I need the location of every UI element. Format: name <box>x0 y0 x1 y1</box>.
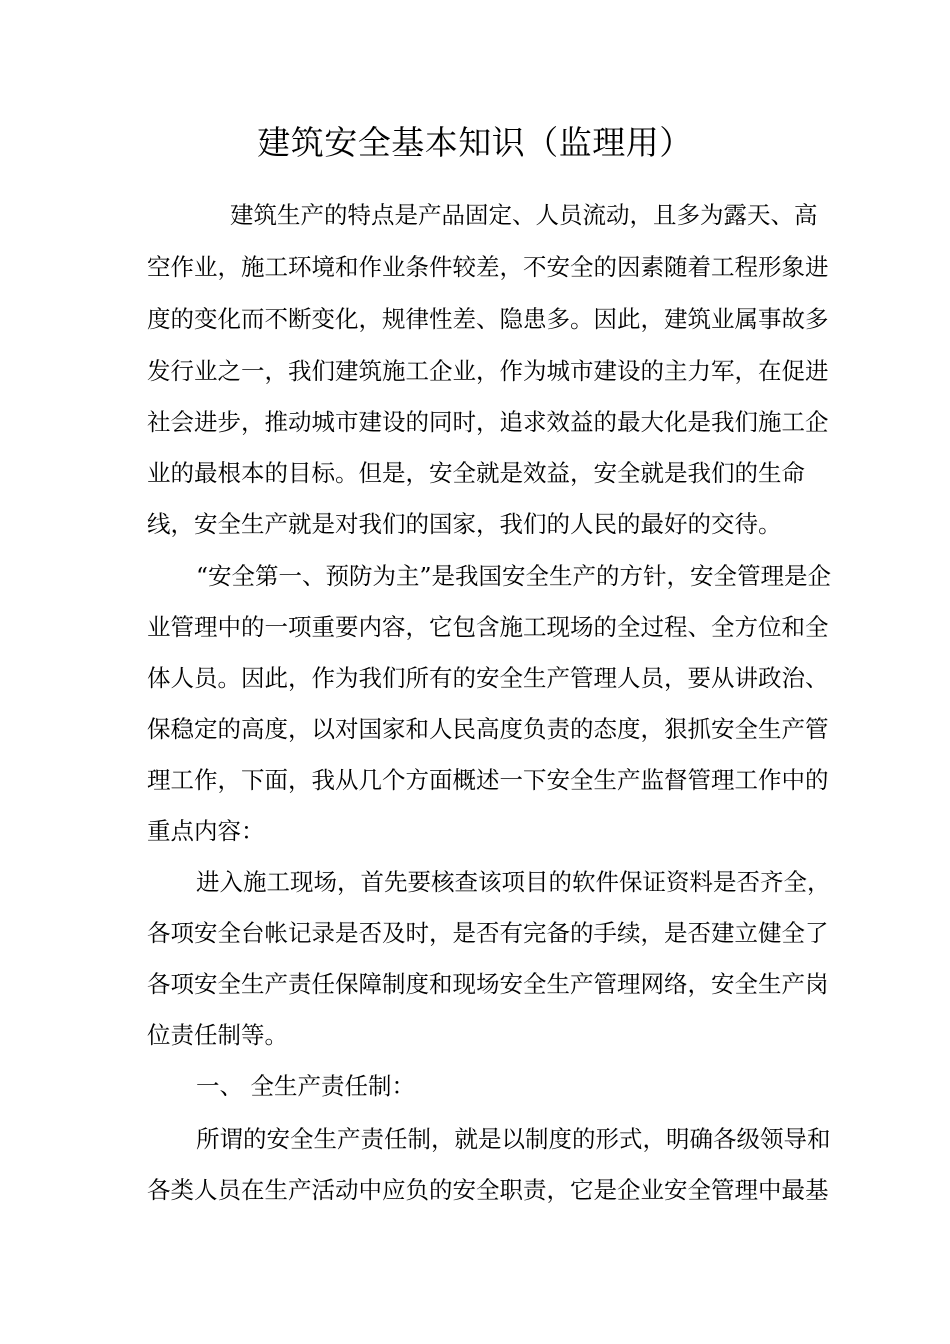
paragraph-line: 各类人员在生产活动中应负的安全职责，它是企业安全管理中最基 <box>147 1176 829 1204</box>
paragraph-line: 所谓的安全生产责任制，就是以制度的形式，明确各级领导和 <box>196 1125 831 1153</box>
paragraph-line: 发行业之一，我们建筑施工企业，作为城市建设的主力军，在促进 <box>147 357 829 385</box>
paragraph-line: 业管理中的一项重要内容，它包含施工现场的全过程、全方位和全 <box>147 613 829 641</box>
paragraph-line: 各项安全生产责任保障制度和现场安全生产管理网络，安全生产岗 <box>147 970 829 998</box>
paragraph-line: 建筑生产的特点是产品固定、人员流动，且多为露天、高 <box>230 201 818 229</box>
paragraph-line: 重点内容： <box>147 817 265 845</box>
paragraph-line: 空作业，施工环境和作业条件较差，不安全的因素随着工程形象进 <box>147 253 829 281</box>
paragraph-line: 理工作，下面，我从几个方面概述一下安全生产监督管理工作中的 <box>147 766 829 794</box>
paragraph-line: 保稳定的高度，以对国家和人民高度负责的态度，狠抓安全生产管 <box>147 715 829 743</box>
paragraph-line: 进入施工现场，首先要核查该项目的软件保证资料是否齐全， <box>196 868 831 896</box>
paragraph-line: 位责任制等。 <box>147 1021 288 1049</box>
document-title: 建筑安全基本知识（监理用） <box>257 123 693 162</box>
paragraph-line: 各项安全台帐记录是否及时，是否有完备的手续，是否建立健全了 <box>147 919 829 947</box>
paragraph-line: “安全第一、预防为主”是我国安全生产的方针，安全管理是企 <box>196 562 832 590</box>
paragraph-line: 线，安全生产就是对我们的国家，我们的人民的最好的交待。 <box>147 510 782 538</box>
paragraph-line: 社会进步，推动城市建设的同时，追求效益的最大化是我们施工企 <box>147 408 829 436</box>
paragraph-line: 业的最根本的目标。但是，安全就是效益，安全就是我们的生命 <box>147 459 805 487</box>
section-heading: 一、 全生产责任制： <box>196 1072 415 1100</box>
paragraph-line: 体人员。因此，作为我们所有的安全生产管理人员，要从讲政治、 <box>147 664 829 692</box>
paragraph-line: 度的变化而不断变化，规律性差、隐患多。因此，建筑业属事故多 <box>147 305 829 333</box>
